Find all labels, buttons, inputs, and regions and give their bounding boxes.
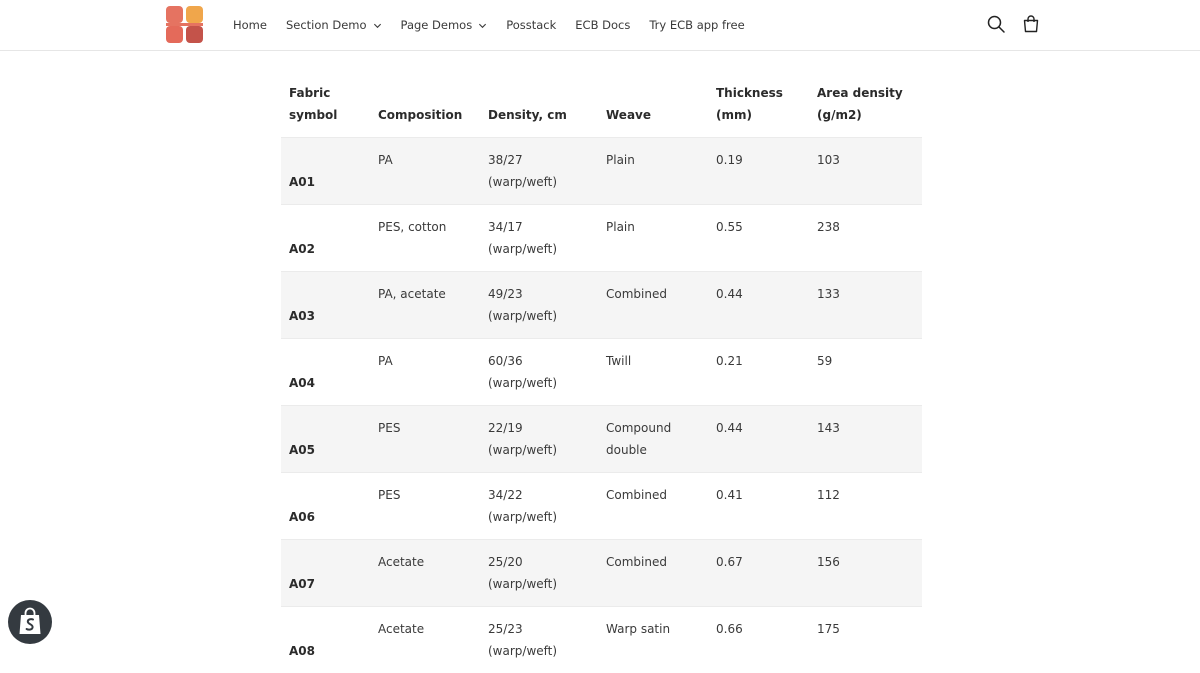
table-row: [281, 406, 922, 473]
nav-section-demo[interactable]: [286, 18, 382, 32]
cart-icon[interactable]: [1021, 14, 1041, 34]
density-cell: 49/23 (warp/weft): [480, 272, 598, 339]
search-icon[interactable]: [986, 14, 1006, 34]
density-cell: 25/20 (warp/weft): [480, 540, 598, 607]
table-row: [281, 339, 922, 406]
nav-label: ECB Docs: [575, 18, 630, 32]
nav-label: Page Demos: [401, 18, 473, 32]
weave-cell: Warp satin: [598, 607, 708, 673]
fabric-symbol: A02: [281, 205, 370, 272]
column-header: Composition: [370, 82, 480, 138]
shopify-badge-button[interactable]: [8, 600, 52, 644]
column-header: Area density (g/m2): [809, 82, 922, 138]
area-density-cell: 133: [809, 272, 922, 339]
thickness-cell: 0.44: [708, 406, 809, 473]
thickness-cell: 0.67: [708, 540, 809, 607]
composition-cell: Acetate: [370, 607, 480, 673]
weave-cell: Combined: [598, 540, 708, 607]
fabric-symbol: A04: [281, 339, 370, 406]
store-logo[interactable]: [166, 6, 203, 43]
composition-cell: PA: [370, 138, 480, 205]
nav-label: Posstack: [506, 18, 556, 32]
area-density-cell: 156: [809, 540, 922, 607]
area-density-cell: 103: [809, 138, 922, 205]
thickness-cell: 0.19: [708, 138, 809, 205]
thickness-cell: 0.21: [708, 339, 809, 406]
nav-ecb-docs[interactable]: [575, 18, 630, 32]
composition-cell: PA, acetate: [370, 272, 480, 339]
composition-cell: PES: [370, 473, 480, 540]
fabric-symbol: A06: [281, 473, 370, 540]
fabric-symbol: A08: [281, 607, 370, 673]
column-header: Density, cm: [480, 82, 598, 138]
area-density-cell: 143: [809, 406, 922, 473]
nav-page-demos[interactable]: [401, 18, 488, 32]
density-cell: 34/22 (warp/weft): [480, 473, 598, 540]
fabric-symbol: A03: [281, 272, 370, 339]
thickness-cell: 0.66: [708, 607, 809, 673]
main-nav: [233, 0, 764, 50]
nav-home[interactable]: [233, 18, 267, 32]
density-cell: 25/23 (warp/weft): [480, 607, 598, 673]
column-header: Thickness (mm): [708, 82, 809, 138]
area-density-cell: 112: [809, 473, 922, 540]
column-header: Fabric symbol: [281, 82, 370, 138]
shopify-bag-icon: [8, 600, 52, 644]
thickness-cell: 0.41: [708, 473, 809, 540]
density-cell: 60/36 (warp/weft): [480, 339, 598, 406]
weave-cell: Plain: [598, 138, 708, 205]
composition-cell: PES, cotton: [370, 205, 480, 272]
table-row: [281, 138, 922, 205]
site-header: [0, 0, 1200, 51]
area-density-cell: 175: [809, 607, 922, 673]
fabric-symbol: A05: [281, 406, 370, 473]
table-row: [281, 205, 922, 272]
weave-cell: Plain: [598, 205, 708, 272]
fabric-symbol: A07: [281, 540, 370, 607]
weave-cell: Compound double: [598, 406, 708, 473]
table-row: [281, 272, 922, 339]
weave-cell: Combined: [598, 473, 708, 540]
area-density-cell: 59: [809, 339, 922, 406]
header-actions: [986, 14, 1041, 34]
chevron-down-icon: [373, 21, 382, 30]
nav-label: Try ECB app free: [649, 18, 744, 32]
thickness-cell: 0.44: [708, 272, 809, 339]
area-density-cell: 238: [809, 205, 922, 272]
column-header: Weave: [598, 82, 708, 138]
composition-cell: PA: [370, 339, 480, 406]
nav-try-ecb[interactable]: [649, 18, 744, 32]
table-row: [281, 540, 922, 607]
weave-cell: Combined: [598, 272, 708, 339]
table-header-row: [281, 82, 922, 138]
fabric-table: [281, 82, 922, 673]
nav-label: Home: [233, 18, 267, 32]
chevron-down-icon: [478, 21, 487, 30]
density-cell: 22/19 (warp/weft): [480, 406, 598, 473]
table-row: [281, 473, 922, 540]
fabric-symbol: A01: [281, 138, 370, 205]
composition-cell: PES: [370, 406, 480, 473]
composition-cell: Acetate: [370, 540, 480, 607]
nav-posstack[interactable]: [506, 18, 556, 32]
weave-cell: Twill: [598, 339, 708, 406]
density-cell: 38/27 (warp/weft): [480, 138, 598, 205]
thickness-cell: 0.55: [708, 205, 809, 272]
nav-label: Section Demo: [286, 18, 367, 32]
density-cell: 34/17 (warp/weft): [480, 205, 598, 272]
table-row: [281, 607, 922, 673]
